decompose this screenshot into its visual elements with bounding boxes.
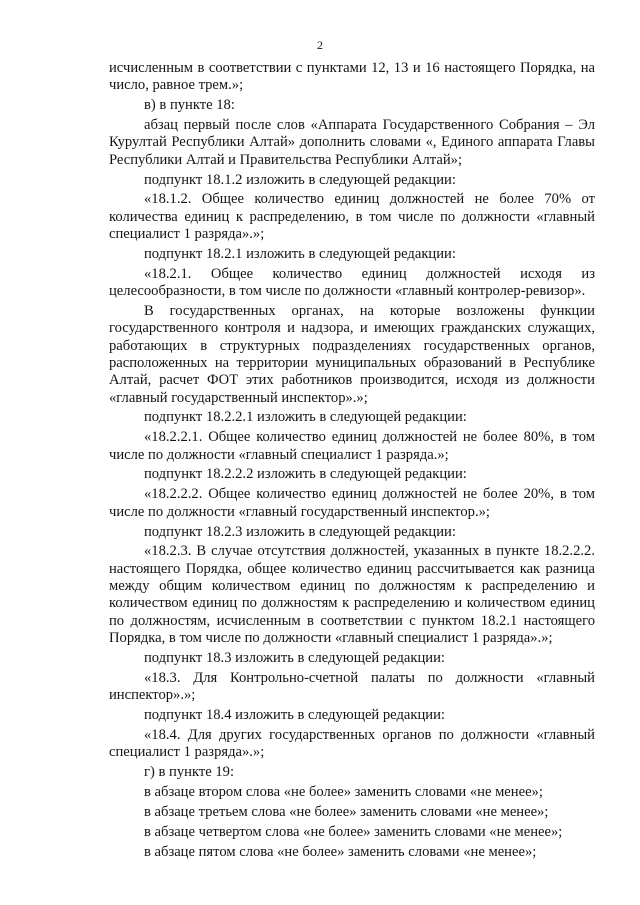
paragraph-continuation: исчисленным в соответствии с пунктами 12, 13 и 16 настоящего Порядка, на число, равное трем.»;	[109, 60, 595, 94]
paragraph: подпункт 18.2.3 изложить в следующей редакции:	[144, 523, 456, 540]
paragraph-item-g: г) в пункте 19:	[144, 763, 234, 780]
paragraph: абзац первый после слов «Аппарата Государственного Собрания – Эл Курултай Республики Алтай» дополнить словами «, Единого аппарата Главы Республики Алтай и Правительства Республики Алтай»;	[109, 117, 595, 168]
paragraph: подпункт 18.1.2 изложить в следующей редакции:	[144, 171, 456, 188]
paragraph: подпункт 18.2.2.1 изложить в следующей редакции:	[144, 409, 467, 426]
paragraph: в абзаце пятом слова «не более» заменить словами «не менее»;	[144, 843, 537, 860]
page-number: 2	[317, 38, 323, 52]
paragraph: подпункт 18.2.1 изложить в следующей редакции:	[144, 245, 456, 262]
paragraph: «18.4. Для других государственных органов по должности «главный специалист 1 разряда».»;	[109, 726, 595, 761]
paragraph: «18.1.2. Общее количество единиц должностей не более 70% от количества единиц к распределению, в том числе по должности «главный специалист 1 разряда».»;	[109, 191, 595, 243]
paragraph: в абзаце третьем слова «не более» заменить словами «не менее»;	[144, 803, 549, 820]
document-body	[109, 60, 595, 863]
paragraph-item-v: в) в пункте 18:	[144, 97, 235, 114]
paragraph: «18.2.3. В случае отсутствия должностей, указанных в пункте 18.2.2.2. настоящего Порядка, общее количество единиц рассчитывается как разница между общим количеством единиц по должностям к распределению и количеством единиц по должностям к распределению и количеством единиц по должностям, исчисленным в соответствии с пунктом 18.2.1 настоящего Порядка, в том числе по должности «главный специалист 1 разряда».»;	[109, 543, 595, 646]
paragraph: в абзаце четвертом слова «не более» заменить словами «не менее»;	[144, 823, 563, 840]
paragraph: подпункт 18.4 изложить в следующей редакции:	[144, 706, 445, 723]
paragraph: «18.3. Для Контрольно-счетной палаты по должности «главный инспектор».»;	[109, 669, 595, 703]
paragraph: В государственных органах, на которые возложены функции государственного контроля и надзора, и имеющих гражданских служащих, работающих в структурных подразделениях государственных органов, расположенных на территории муниципальных образований в Республике Алтай, расчет ФОТ этих работников производится, исходя из должности «главный государственный инспектор».»;	[109, 303, 595, 406]
paragraph: «18.2.2.1. Общее количество единиц должностей не более 80%, в том числе по должности «главный специалист 1 разряда.»;	[109, 429, 595, 463]
paragraph: в абзаце втором слова «не более» заменить словами «не менее»;	[144, 783, 543, 800]
paragraph: подпункт 18.3 изложить в следующей редакции:	[144, 649, 445, 666]
paragraph: «18.2.1. Общее количество единиц должностей исходя из целесообразности, в том числе по должности «главный контролер-ревизор».	[109, 265, 595, 300]
paragraph: подпункт 18.2.2.2 изложить в следующей редакции:	[144, 466, 467, 483]
paragraph: «18.2.2.2. Общее количество единиц должностей не более 20%, в том числе по должности «главный государственный инспектор.»;	[109, 486, 595, 520]
